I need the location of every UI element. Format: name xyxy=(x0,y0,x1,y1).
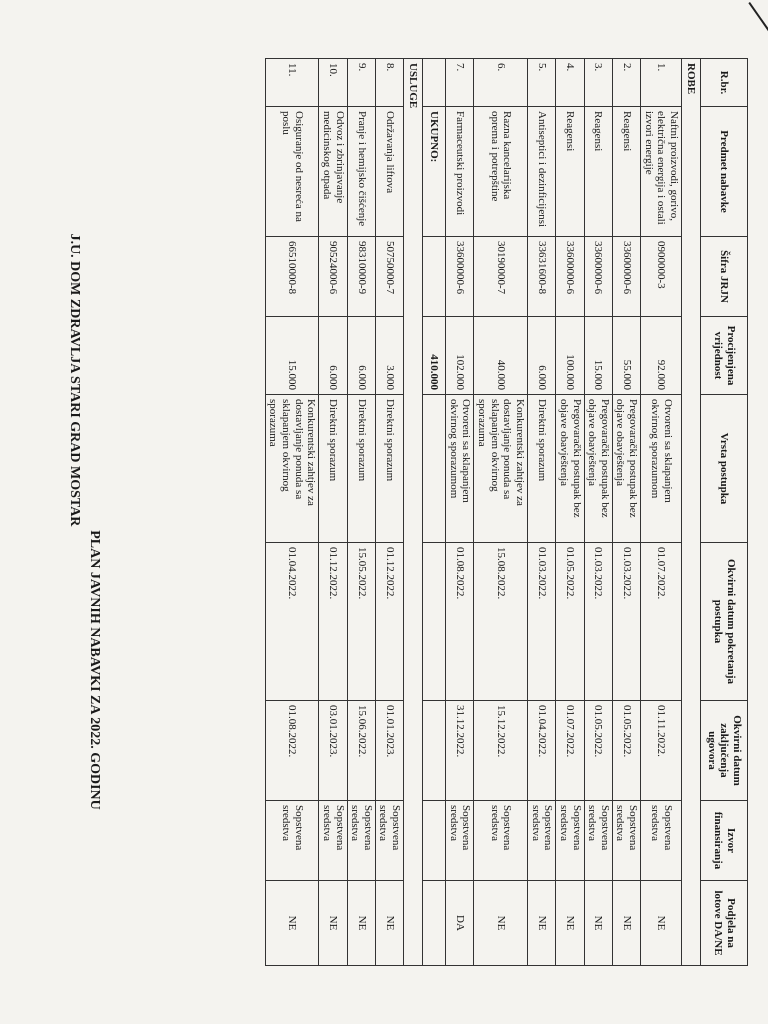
cell-vrijednost: 3.000 xyxy=(375,317,403,395)
cell-rbr: 4. xyxy=(556,59,584,107)
cell-datum-pokretanja: 01.03.2022. xyxy=(612,543,640,701)
cell-postupak: Otvoreni sa sklapanjem okvirnog sporazumom xyxy=(446,395,474,543)
cell-postupak: Konkurentski zahtjev za dostavljanje ponuda sa sklapanjem okvirnog sporazuma xyxy=(474,395,528,543)
cell-datum-zakljucenja: 01.11.2022. xyxy=(641,701,682,801)
cell-sifra: 33600000-6 xyxy=(556,237,584,317)
cell-datum-pokretanja: 15.05.2022. xyxy=(347,543,375,701)
cell-predmet: Održavanja liftova xyxy=(375,107,403,237)
cell-sifra: 33600000-6 xyxy=(584,237,612,317)
organization-title: J.U. DOM ZDRAVLJA STARI GRAD MOSTAR xyxy=(67,233,82,527)
table-row xyxy=(347,59,375,966)
cell-izvor: Sopstvena sredstva xyxy=(347,801,375,881)
cell-datum-zakljucenja: 01.07.2022. xyxy=(556,701,584,801)
cell-sifra: 0900000-3 xyxy=(641,237,682,317)
cell-datum-zakljucenja: 01.05.2022. xyxy=(584,701,612,801)
table-row xyxy=(265,59,319,966)
cell-izvor: Sopstvena sredstva xyxy=(641,801,682,881)
cell-izvor: Sopstvena sredstva xyxy=(612,801,640,881)
cell-predmet: Razna kancelarijska oprema i potrepštine xyxy=(474,107,528,237)
cell-predmet: Reagensi xyxy=(556,107,584,237)
cell-datum-pokretanja: 01.12.2022. xyxy=(319,543,347,701)
cell-postupak: Direktni sporazum xyxy=(527,395,555,543)
col-header-lotovi: Podjela na lotove DA/NE xyxy=(701,881,748,966)
cell-lotovi: NE xyxy=(375,881,403,966)
section-label: USLUGE xyxy=(404,59,423,966)
section-label: ROBE xyxy=(682,59,701,966)
section-row-robe xyxy=(682,59,701,966)
cell-lotovi: NE xyxy=(612,881,640,966)
cell-postupak: Konkurentski zahtjev za dostavljanje ponuda sa sklapanjem okvirnog sporazuma xyxy=(265,395,319,543)
cell-rbr: 7. xyxy=(446,59,474,107)
cell-vrijednost: 6.000 xyxy=(527,317,555,395)
section-row-usluge xyxy=(404,59,423,966)
pen-stroke-mark xyxy=(748,2,768,41)
cell-postupak: Otvoreni sa sklapanjem okvirnog sporazumom xyxy=(641,395,682,543)
col-header-sifra: Šifra JRJN xyxy=(701,237,748,317)
col-header-datum-zakljucenja: Okvirni datum zaključenja ugovora xyxy=(701,701,748,801)
cell-postupak: Pregovarački postupak bez objave obavještenja xyxy=(556,395,584,543)
cell-postupak: Pregovarački postupak bez objave obavještenja xyxy=(584,395,612,543)
cell-lotovi: NE xyxy=(265,881,319,966)
table-row xyxy=(474,59,528,966)
cell-rbr: 6. xyxy=(474,59,528,107)
cell-sifra: 33631600-8 xyxy=(527,237,555,317)
cell-lotovi: NE xyxy=(347,881,375,966)
cell-postupak: Pregovarački postupak bez objave obavještenja xyxy=(612,395,640,543)
cell-lotovi: NE xyxy=(556,881,584,966)
table-row xyxy=(612,59,640,966)
procurement-plan-table xyxy=(265,58,748,966)
cell-vrijednost: 6.000 xyxy=(319,317,347,395)
cell-vrijednost: 6.000 xyxy=(347,317,375,395)
cell-lotovi: NE xyxy=(641,881,682,966)
cell-izvor: Sopstvena sredstva xyxy=(584,801,612,881)
col-header-vrijednost: Procijenjena vrijednost xyxy=(701,317,748,395)
cell-datum-pokretanja: 01.03.2022. xyxy=(527,543,555,701)
table-row xyxy=(446,59,474,966)
cell-rbr: 9. xyxy=(347,59,375,107)
cell-datum-zakljucenja: 01.05.2022. xyxy=(612,701,640,801)
cell-predmet: Farmaceutski proizvodi xyxy=(446,107,474,237)
total-label: UKUPNO: xyxy=(423,107,446,237)
cell-datum-zakljucenja: 01.08.2022. xyxy=(265,701,319,801)
cell-rbr: 8. xyxy=(375,59,403,107)
cell-rbr: 11. xyxy=(265,59,319,107)
robe-rows xyxy=(446,59,682,966)
cell-predmet: Pranje i hemijsko čišćenje xyxy=(347,107,375,237)
cell-vrijednost: 40.000 xyxy=(474,317,528,395)
total-body xyxy=(404,59,446,966)
cell-izvor: Sopstvena sredstva xyxy=(375,801,403,881)
cell-datum-pokretanja: 01.04.2022. xyxy=(265,543,319,701)
cell-datum-zakljucenja: 31.12.2022. xyxy=(446,701,474,801)
cell-sifra: 33600000-6 xyxy=(612,237,640,317)
cell-datum-pokretanja: 01.03.2022. xyxy=(584,543,612,701)
table-row xyxy=(584,59,612,966)
table-row xyxy=(556,59,584,966)
cell-predmet: Reagensi xyxy=(584,107,612,237)
total-row xyxy=(423,59,446,966)
cell-datum-zakljucenja: 01.04.2022. xyxy=(527,701,555,801)
cell-vrijednost: 92.000 xyxy=(641,317,682,395)
cell-sifra: 98310000-9 xyxy=(347,237,375,317)
cell-sifra: 33600000-6 xyxy=(446,237,474,317)
cell-predmet: Osiguranje od nesreća na poslu xyxy=(265,107,319,237)
table-row xyxy=(527,59,555,966)
table-row xyxy=(641,59,682,966)
cell-rbr: 10. xyxy=(319,59,347,107)
table-row xyxy=(375,59,403,966)
cell-predmet: Odvoz i zbrinjavanje medicinskog otpada xyxy=(319,107,347,237)
cell-predmet: Reagensi xyxy=(612,107,640,237)
cell-datum-pokretanja: 01.07.2022. xyxy=(641,543,682,701)
cell-rbr: 2. xyxy=(612,59,640,107)
robe-body xyxy=(682,59,701,966)
cell-datum-pokretanja: 15.08.2022. xyxy=(474,543,528,701)
table-header-row xyxy=(701,59,748,966)
col-header-predmet: Predmet nabavke xyxy=(701,107,748,237)
cell-lotovi: DA xyxy=(446,881,474,966)
cell-lotovi: NE xyxy=(474,881,528,966)
total-value: 410.000 xyxy=(423,317,446,395)
cell-datum-pokretanja: 01.12.2022. xyxy=(375,543,403,701)
cell-izvor: Sopstvena sredstva xyxy=(446,801,474,881)
plan-title: PLAN JAVNIH NABAVKI ZA 2022. GODINU xyxy=(87,530,102,810)
cell-datum-zakljucenja: 15.12.2022. xyxy=(474,701,528,801)
cell-sifra: 30190000-7 xyxy=(474,237,528,317)
cell-vrijednost: 15.000 xyxy=(265,317,319,395)
cell-lotovi: NE xyxy=(527,881,555,966)
cell-vrijednost: 15.000 xyxy=(584,317,612,395)
cell-izvor: Sopstvena sredstva xyxy=(474,801,528,881)
cell-izvor: Sopstvena sredstva xyxy=(265,801,319,881)
cell-rbr: 3. xyxy=(584,59,612,107)
cell-postupak: Direktni sporazum xyxy=(347,395,375,543)
cell-rbr: 1. xyxy=(641,59,682,107)
col-header-izvor: Izvor finansiranja xyxy=(701,801,748,881)
cell-datum-pokretanja: 01.08.2022. xyxy=(446,543,474,701)
cell-datum-zakljucenja: 03.01.2023. xyxy=(319,701,347,801)
cell-vrijednost: 102.000 xyxy=(446,317,474,395)
cell-vrijednost: 100.000 xyxy=(556,317,584,395)
usluge-rows xyxy=(265,59,403,966)
cell-datum-zakljucenja: 15.06.2022. xyxy=(347,701,375,801)
col-header-datum-pokretanja: Okvirni datum pokretanja postupka xyxy=(701,543,748,701)
cell-sifra: 66510000-8 xyxy=(265,237,319,317)
cell-lotovi: NE xyxy=(319,881,347,966)
cell-datum-zakljucenja: 01.01.2023. xyxy=(375,701,403,801)
cell-izvor: Sopstvena sredstva xyxy=(319,801,347,881)
cell-sifra: 50750000-7 xyxy=(375,237,403,317)
table-row xyxy=(319,59,347,966)
cell-postupak: Direktni sporazum xyxy=(319,395,347,543)
cell-lotovi: NE xyxy=(584,881,612,966)
col-header-postupak: Vrsta postupka xyxy=(701,395,748,543)
col-header-rbr: R.br. xyxy=(701,59,748,107)
cell-rbr: 5. xyxy=(527,59,555,107)
cell-izvor: Sopstvena sredstva xyxy=(556,801,584,881)
cell-izvor: Sopstvena sredstva xyxy=(527,801,555,881)
cell-sifra: 90524000-6 xyxy=(319,237,347,317)
cell-datum-pokretanja: 01.05.2022. xyxy=(556,543,584,701)
cell-predmet: Antiseptici i dezinficijensi xyxy=(527,107,555,237)
cell-predmet: Naftni proizvodi, gorivo, električna energija i ostali izvori energije xyxy=(641,107,682,237)
cell-vrijednost: 55.000 xyxy=(612,317,640,395)
cell-postupak: Direktni sporazum xyxy=(375,395,403,543)
